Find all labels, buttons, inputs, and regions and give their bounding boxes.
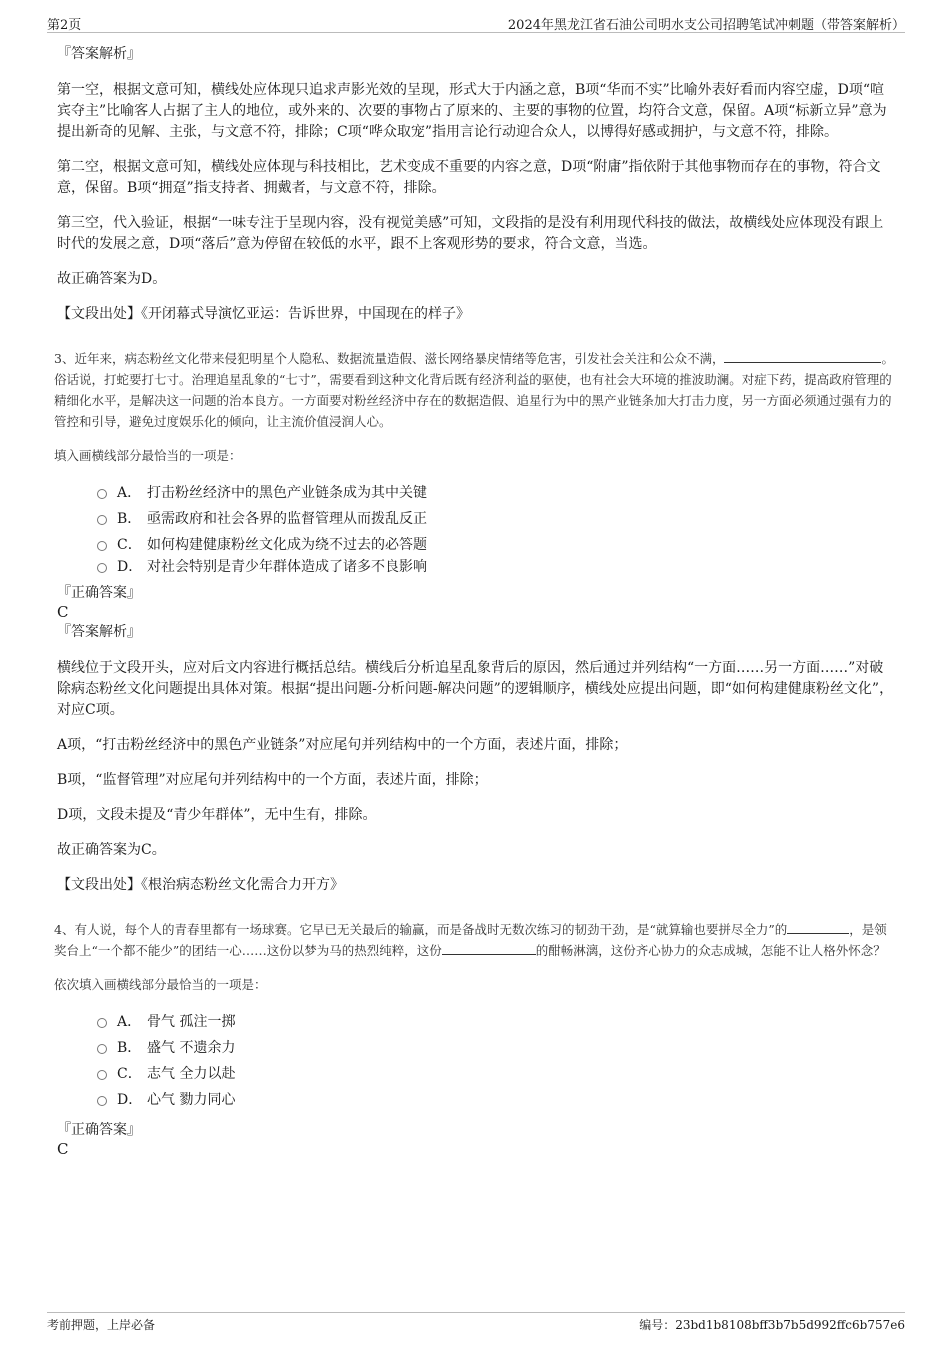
question-3-prompt: 填入画横线部分最恰当的一项是： — [54, 448, 242, 463]
radio-icon[interactable] — [97, 541, 107, 551]
question-3-stem: 3、近年来，病态粉丝文化带来侵犯明星个人隐私、数据流量造假、滋长网络暴戾情绪等危害，引发社会关注和公众不满， 。俗话说，打蛇要打七寸。治理追星乱象的“七寸”，需要看到这种文化背后既有经济利益的驱使，也有社会大环境的推波助澜。对症下药，提高政府管理的精细化水平，是解决这一问题的治本良方。一方面要对粉丝经济中存在的数据造假、追星行为中的黑产业链条加大打击力度，另一方面必须通过强有力的管控和引导，避免过度娱乐化的倾向，让主流价值浸润人心。 — [54, 351, 894, 429]
analysis-paragraph: 第二空，根据文意可知，横线处应体现与科技相比，艺术变成不重要的内容之意，D项“附庸”指依附于其他事物而存在的事物，符合文意，保留。B项“拥趸”指支持者、拥戴者，与文意不符，排除。 — [57, 159, 881, 196]
analysis-paragraph: 第三空，代入验证，根据“一味专注于呈现内容，没有视觉美感”可知，文段指的是没有利用现代科技的做法，故横线处应体现没有跟上时代的发展之意，D项“落后”意为停留在较低的水平，跟不上客观形势的要求，符合文意，当选。 — [57, 215, 884, 252]
radio-icon[interactable] — [97, 1018, 107, 1028]
analysis-paragraph: A项，“打击粉丝经济中的黑色产业链条”对应尾句并列结构中的一个方面，表述片面，排除； — [57, 737, 628, 753]
analysis-label: 『答案解析』 — [57, 624, 141, 640]
option-b[interactable]: B． 盛气 不遗余力 — [97, 1035, 897, 1061]
option-d[interactable]: D． 对社会特别是青少年群体造成了诸多不良影响 — [97, 558, 897, 580]
radio-icon[interactable] — [97, 1096, 107, 1106]
analysis-paragraph: 第一空，根据文意可知，横线处应体现只追求声影光效的呈现，形式大于内涵之意，B项“华而不实”比喻外表好看而内容空虚，D项“喧宾夺主”比喻客人占据了主人的地位，或外来的、次要的事物占了原来的、主要的事物的位置，均符合文意，保留。A项“标新立异”意为提出新奇的见解、主张，与文意不符，排除；C项“哗众取宠”指用言论行动迎合众人，以博得好感或拥护，与文意不符，排除。 — [57, 82, 887, 140]
fill-blank — [442, 942, 536, 955]
radio-icon[interactable] — [97, 489, 107, 499]
option-b[interactable]: B． 亟需政府和社会各界的监督管理从而拨乱反正 — [97, 506, 897, 532]
fill-blank — [724, 350, 881, 363]
option-a[interactable]: A． 打击粉丝经济中的黑色产业链条成为其中关键 — [97, 480, 897, 506]
analysis-conclusion: 故正确答案为D。 — [57, 271, 167, 287]
radio-icon[interactable] — [97, 563, 107, 573]
correct-answer-value: C — [57, 603, 69, 621]
analysis-paragraph: B项，“监督管理”对应尾句并列结构中的一个方面，表述片面，排除； — [57, 772, 488, 788]
page-number: 第2页 — [47, 18, 82, 33]
radio-icon[interactable] — [97, 515, 107, 525]
document-body — [54, 44, 897, 1159]
page-footer — [47, 1312, 905, 1332]
question-4-stem: 4、有人说，每个人的青春里都有一场球赛。它早已无关最后的输赢，而是备战时无数次练习的韧劲干劲，是“就算输也要拼尽全力”的 ，是领奖台上“一个都不能少”的团结一心……这份以梦为马的热烈纯粹，这份 的酣畅淋漓，这份齐心协力的众志成城，怎能不让人格外怀念？ — [54, 922, 887, 958]
source-line: 【文段出处】《开闭幕式导演忆亚运：告诉世界，中国现在的样子》 — [57, 306, 470, 322]
analysis-paragraph: 横线位于文段开头，应对后文内容进行概括总结。横线后分析追星乱象背后的原因，然后通过并列结构“一方面……另一方面……”对破除病态粉丝文化问题提出具体对策。根据“提出问题-分析问题-解决问题”的逻辑顺序，横线处应提出问题，即“如何构建健康粉丝文化”，对应C项。 — [57, 660, 894, 718]
option-c[interactable]: C． 如何构建健康粉丝文化成为绕不过去的必答题 — [97, 532, 897, 558]
option-a[interactable]: A． 骨气 孤注一掷 — [97, 1009, 897, 1035]
page-header — [47, 12, 905, 33]
option-c[interactable]: C． 志气 全力以赴 — [97, 1061, 897, 1087]
document-id: 编号：23bd1b8108bff3b7b5d992ffc6b757e6 — [639, 1318, 905, 1332]
question-4-prompt: 依次填入画横线部分最恰当的一项是： — [54, 977, 267, 992]
analysis-conclusion: 故正确答案为C。 — [57, 842, 166, 858]
analysis-paragraph: D项，文段未提及“青少年群体”，无中生有，排除。 — [57, 807, 377, 823]
question-4-options — [97, 1009, 897, 1113]
radio-icon[interactable] — [97, 1044, 107, 1054]
option-d[interactable]: D． 心气 勠力同心 — [97, 1087, 897, 1113]
footer-slogan: 考前押题，上岸必备 — [47, 1318, 156, 1332]
source-line: 【文段出处】《根治病态粉丝文化需合力开方》 — [57, 877, 344, 893]
correct-answer-value: C — [57, 1140, 69, 1158]
correct-answer-label: 『正确答案』 — [57, 585, 141, 601]
fill-blank — [787, 921, 849, 934]
question-3-options — [97, 480, 897, 580]
analysis-label: 『答案解析』 — [57, 46, 141, 62]
correct-answer-label: 『正确答案』 — [57, 1122, 141, 1138]
document-title: 2024年黑龙江省石油公司明水支公司招聘笔试冲刺题（带答案解析） — [507, 18, 905, 33]
radio-icon[interactable] — [97, 1070, 107, 1080]
